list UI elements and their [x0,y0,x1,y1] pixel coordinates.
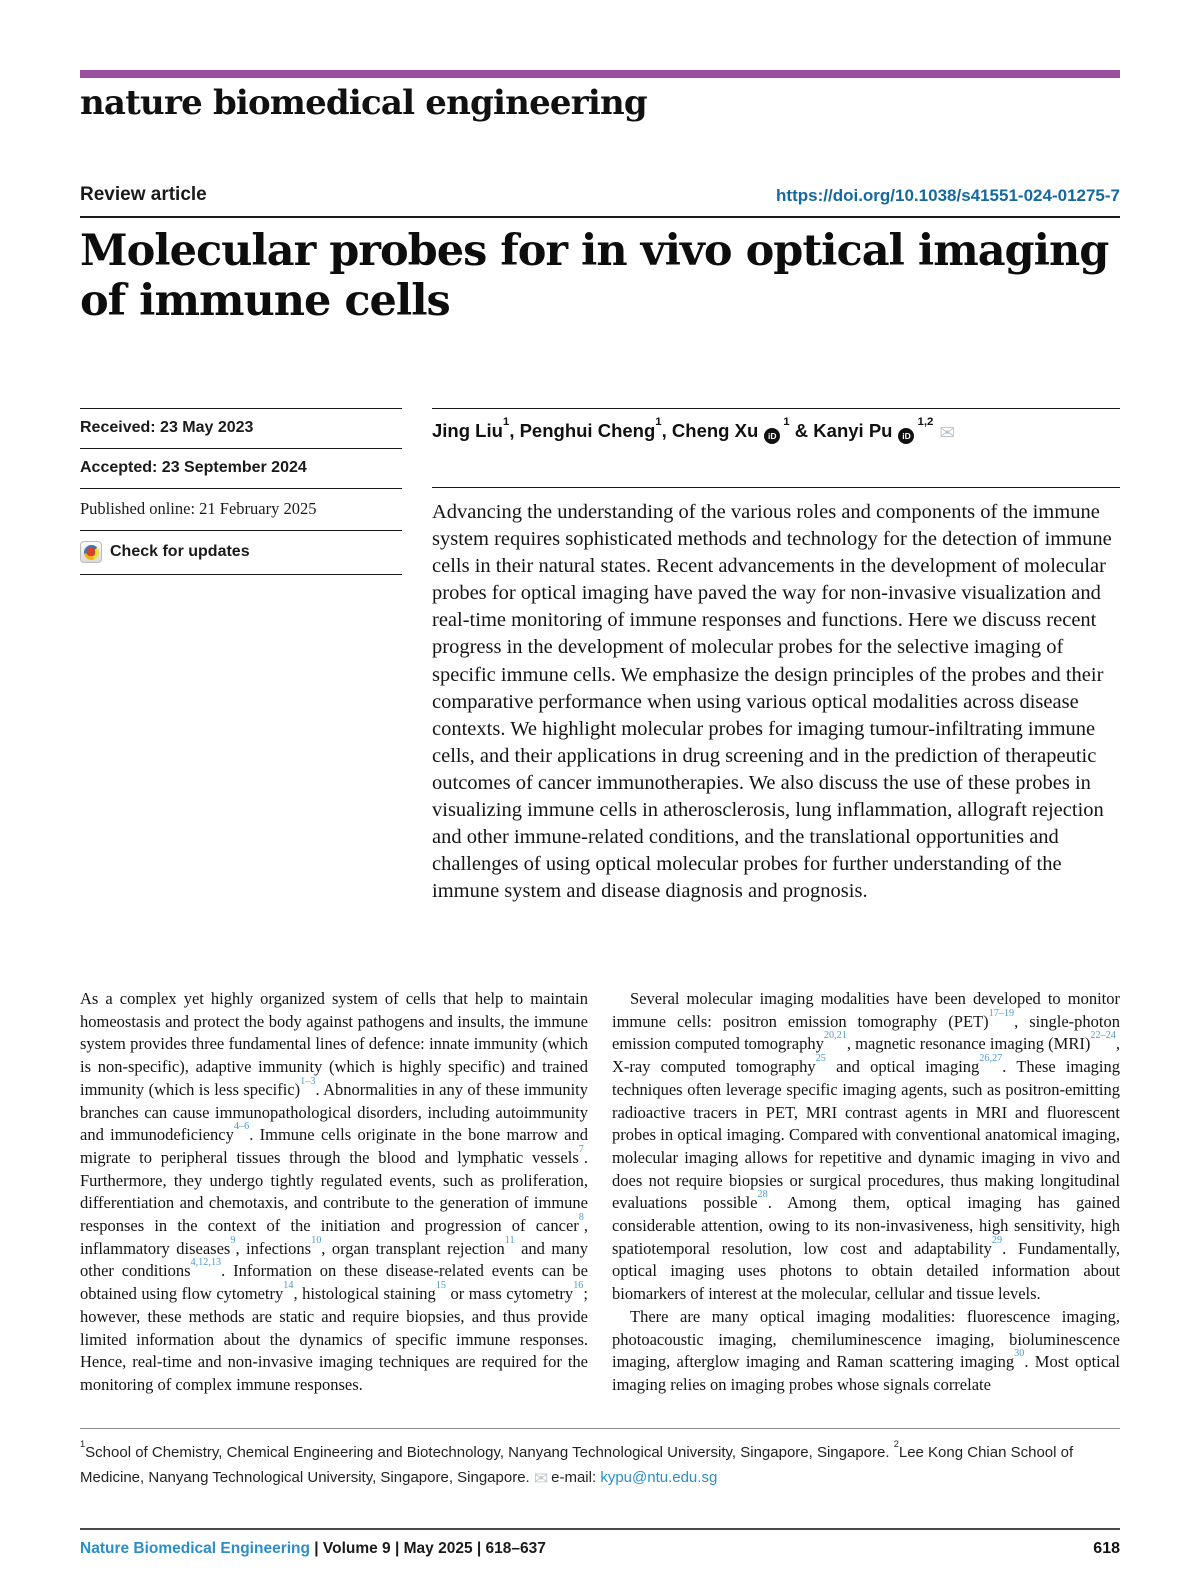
abstract-text: Advancing the understanding of the various roles and components of the immune system requires sophisticated methods and technology for the detection of immune cells in their natural states. Recent advancements in the development of molecular probes for optical imaging have paved the way for non-invasive visualization and real-time monitoring of immune responses and functions. Here we discuss recent progress in the development of molecular probes for the selective imaging of specific immune cells. We emphasize the design principles of the probes and their comparative performance when using various optical modalities across disease contexts. We highlight molecular probes for imaging tumour-infiltrating immune cells, and their applications in drug screening and in the prediction of therapeutic outcomes of cancer immunotherapies. We also discuss the use of these probes in visualizing immune cells in atherosclerosis, lung inflammation, allograft rejection and other immune-related conditions, and the translational opportunities and challenges of using optical molecular probes for further understanding of the immune system and disease diagnosis and prognosis. [432,501,1112,903]
orcid-icon: iD [764,428,780,444]
body-column-right [612,988,1120,1397]
reference-superscript: 15 [435,1280,447,1292]
reference-superscript: 25 [815,1053,826,1065]
title-divider [80,216,1120,218]
author-list: Jing Liu$^1$, Penghui Cheng$^1$, Cheng Xu iD$^1$ & Kanyi Pu iD$^{1,2}$✉ [432,415,956,444]
affiliations-footnote: $^1$School of Chemistry, Chemical Engineering and Biotechnology, Nanyang Technological University, Singapore, Singapore. $^2$Lee Kong Chian School of Medicine, Nanyang Technological University, Singapore, Singapore. ✉ e-mail: kypu@ntu.edu.sg [80,1428,1120,1490]
received-date: Received: 23 May 2023 [80,419,254,436]
reference-superscript: 4–6 [233,1121,250,1133]
reference-superscript: 20,21 [823,1030,847,1042]
authors-abstract-section [432,408,1120,905]
reference-superscript: 9 [230,1234,236,1246]
accepted-date: Accepted: 23 September 2024 [80,459,307,476]
body-paragraph-1: As a complex yet highly organized system of cells that help to maintain homeostasis and protect the body against pathogens and insults, the immune system provides three fundamental lines of defence: innate immunity (which is non-specific), adaptive immunity (which is highly specific) and trained immunity (which is less specific)$^{1-3}$. Abnormalities in any of these immunity branches can cause immunopathological disorders, including autoimmunity and immunodeficiency$^{4-6}$. Immune cells originate in the bone marrow and migrate to peripheral tissues through the blood and lymphatic vessels$^7$. Furthermore, they undergo tightly regulated events, such as proliferation, differentiation and chemotaxis, and contribute to the generation of immune responses in the context of the initiation and progression of cancer$^8$, inflammatory diseases$^9$, infections$^{10}$, organ transplant rejection$^{11}$ and many other conditions$^{4,12,13}$. Information on these disease-related events can be obtained using flow cytometry$^{14}$, histological staining$^{15}$ or mass cytometry$^{16}$; however, these methods are static and require biopsies, and thus provide limited information about the dynamics of specific immune responses. Hence, real-time and non-invasive imaging techniques are required for the monitoring of complex immune responses. [80,989,589,1394]
issue-info: | Volume 9 | May 2025 | 618–637 [309,1540,546,1557]
page-footer [80,1528,1120,1558]
article-history-panel [80,408,402,905]
reference-superscript: 1 [783,415,790,428]
orcid-icon: iD [898,428,914,444]
reference-superscript: 8 [578,1211,584,1223]
envelope-icon: ✉ [533,1468,549,1489]
email-link[interactable]: kypu@ntu.edu.sg [600,1468,718,1486]
body-column-left [80,988,588,1397]
reference-superscript: 7 [578,1143,584,1155]
citation-line [80,1540,546,1558]
reference-superscript: 22–24 [1090,1030,1116,1042]
article-title [80,226,1120,326]
crossmark-circle [84,545,99,560]
brand-bar [80,70,1120,78]
body-paragraph-3: There are many optical imaging modalities: fluorescence imaging, photoacoustic imaging, chemiluminescence imaging, bioluminescence imaging, afterglow imaging and Raman scattering imaging$^{30}$. Most optical imaging relies on imaging probes whose signals correlate [612,1306,1120,1394]
reference-superscript: 28 [757,1189,768,1201]
envelope-icon: ✉ [939,422,956,444]
page-number: 618 [1093,1540,1120,1557]
article-type-row [80,184,1120,206]
article-title-line1: Molecular probes for in vivo optical imaging [80,226,1109,276]
article-body [80,988,1120,1397]
reference-superscript: 1,2 [917,415,934,428]
reference-superscript: 14 [283,1280,294,1292]
doi-link[interactable]: https://doi.org/10.1038/s41551-024-01275-7 [776,186,1120,205]
published-date-row [80,488,402,530]
reference-superscript: 1 [80,1438,86,1449]
crossmark-icon [80,541,102,563]
article-type-label: Review article [80,184,207,205]
check-for-updates-label: Check for updates [110,543,250,560]
check-for-updates-button[interactable] [80,530,402,575]
reference-superscript: 17–19 [988,1007,1015,1019]
reference-superscript: 29 [991,1234,1003,1246]
reference-superscript: 4,12,13 [190,1257,222,1269]
article-title-line2: of immune cells [80,276,450,326]
received-date-row [80,408,402,448]
reference-superscript: 1 [502,415,510,428]
reference-superscript: 26,27 [979,1053,1003,1065]
reference-superscript: 2 [893,1438,899,1449]
reference-superscript: 10 [311,1234,322,1246]
accepted-date-row [80,448,402,488]
reference-superscript: 30 [1014,1348,1025,1360]
journal-link[interactable]: Nature Biomedical Engineering [80,1540,310,1557]
journal-logo: nature biomedical engineering [80,83,647,123]
body-paragraph-2: Several molecular imaging modalities have been developed to monitor immune cells: positron emission tomography (PET)$^{17-19}$, single-photon emission computed tomography$^{20,21}$, magnetic resonance imaging (MRI)$^{22-24}$, X-ray computed tomography$^{25}$ and optical imaging$^{26,27}$. These imaging techniques often leverage specific imaging agents, such as positron-emitting radioactive tracers in PET, MRI contrast agents in MRI and fluorescent probes in optical imaging. Compared with conventional anatomical imaging, molecular imaging allows for repetitive and dynamic imaging in vivo and does not require biopsies or surgical procedures, thus making longitudinal evaluations possible$^{28}$. Among them, optical imaging has gained considerable attention, owing to its non-invasiveness, high sensitivity, high spatiotemporal resolution, low cost and adaptability$^{29}$. Fundamentally, optical imaging uses photons to obtain detailed information about biomarkers of interest at the molecular, cellular and tissue levels. [612,989,1121,1304]
header-info-section [80,408,1120,905]
published-date: Published online: 21 February 2025 [80,499,317,518]
reference-superscript: 1 [655,415,662,428]
reference-superscript: 1–3 [300,1075,316,1087]
reference-superscript: 11 [504,1234,515,1246]
reference-superscript: 16 [573,1280,584,1292]
